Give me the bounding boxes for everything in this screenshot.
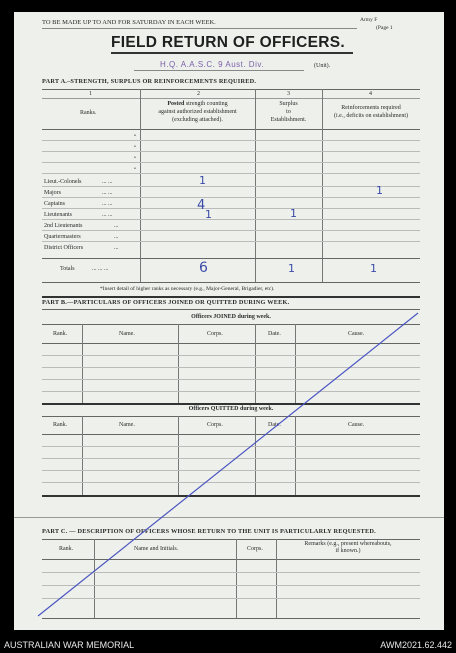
totals-label: Totals bbox=[60, 266, 75, 272]
handwritten-captains-posted: 4 bbox=[197, 198, 206, 213]
rank-captains: Captains bbox=[44, 201, 65, 207]
joined-col-rank: Rank. bbox=[53, 331, 68, 337]
footer-right: AWM2021.62.442 bbox=[380, 640, 452, 650]
col-header-reinf-line1: Reinforcements required bbox=[341, 105, 401, 111]
col-header-posted-line1: strength counting bbox=[185, 101, 228, 107]
col-header-posted-line2: against authorized establishment bbox=[158, 109, 237, 115]
footer-left: AUSTRALIAN WAR MEMORIAL bbox=[4, 640, 135, 650]
rank-lieut-colonels: Lieut.-Colonels bbox=[44, 179, 82, 185]
rank-dots: ... bbox=[114, 234, 119, 240]
joined-title-text: Officers JOINED during week. bbox=[191, 314, 271, 320]
page-label: (Page 1 bbox=[376, 25, 393, 31]
part-c-col-name: Name and Initials. bbox=[134, 546, 179, 552]
quitted-col-cause: Cause. bbox=[348, 422, 365, 428]
joined-col-corps: Corps. bbox=[207, 331, 223, 337]
col-number-1: 1 bbox=[89, 91, 92, 97]
part-b-title: PART B.—PARTICULARS OF OFFICERS JOINED OR QUITTED DURING WEEK. bbox=[42, 299, 290, 306]
rank-quartermasters: Quartermasters bbox=[44, 234, 81, 240]
handwritten-total-reinf: 1 bbox=[370, 262, 377, 275]
part-a-note: *Insert detail of higher ranks as necessary (e.g., Major-General, Brigadier, etc). bbox=[100, 286, 275, 292]
handwritten-majors-reinf: 1 bbox=[376, 184, 383, 197]
part-c-col-rank: Rank. bbox=[59, 546, 74, 552]
col-header-ranks: Ranks. bbox=[80, 110, 97, 116]
part-c-col-corps: Corps. bbox=[247, 546, 263, 552]
army-form-label: Army F bbox=[360, 17, 378, 23]
remarks-line1: Remarks (e.g., present whereabouts, bbox=[304, 541, 392, 547]
rank-dots: ... ... bbox=[102, 190, 113, 196]
handwritten-lieutenants-surplus: 1 bbox=[290, 207, 297, 220]
handwritten-total-surplus: 1 bbox=[288, 262, 295, 275]
part-c-title: PART C. — DESCRIPTION OF OFFICERS WHOSE RETURN TO THE UNIT IS PARTICULARLY REQUESTED. bbox=[42, 528, 376, 535]
rank-dots: ... ... bbox=[102, 201, 113, 207]
part-a-title: PART A.–STRENGTH, SURPLUS OR REINFORCEMENTS REQUIRED. bbox=[42, 78, 257, 85]
handwritten-ltcol-posted: 1 bbox=[199, 174, 206, 187]
col-header-posted-line3: (excluding attached). bbox=[172, 117, 223, 123]
quitted-col-corps: Corps. bbox=[207, 422, 223, 428]
rank-dots: ... bbox=[114, 223, 119, 229]
joined-col-name: Name. bbox=[119, 331, 135, 337]
document-title: FIELD RETURN OF OFFICERS. bbox=[111, 34, 345, 51]
row-bullet: • bbox=[134, 166, 136, 172]
header-instruction: TO BE MADE UP TO AND FOR SATURDAY IN EACH WEEK. bbox=[42, 19, 216, 26]
row-bullet: • bbox=[134, 155, 136, 161]
handwritten-lieutenants-posted: 1 bbox=[205, 208, 212, 221]
rank-lieutenants: Lieutenants bbox=[44, 212, 72, 218]
unit-label: (Unit). bbox=[314, 63, 331, 69]
rank-2nd-lieutenants: 2nd Lieutenants bbox=[44, 223, 83, 229]
col-header-posted-bold: Posted bbox=[167, 101, 185, 107]
diagonal-strike-line bbox=[14, 12, 444, 630]
rank-majors: Majors bbox=[44, 190, 61, 196]
joined-col-date: Date. bbox=[268, 331, 281, 337]
quitted-col-rank: Rank. bbox=[53, 422, 68, 428]
col-number-3: 3 bbox=[287, 91, 290, 97]
rank-dots: ... ... bbox=[102, 179, 113, 185]
totals-dots: ... ... ... bbox=[92, 266, 109, 272]
quitted-col-name: Name. bbox=[119, 422, 135, 428]
row-bullet: • bbox=[134, 133, 136, 139]
rank-district-officers: District Officers bbox=[44, 245, 84, 251]
col-number-4: 4 bbox=[369, 91, 372, 97]
joined-col-cause: Cause. bbox=[348, 331, 365, 337]
document-sheet bbox=[14, 12, 444, 630]
col-header-surplus-line3: Establishment. bbox=[270, 117, 307, 123]
quitted-col-date: Date. bbox=[268, 422, 281, 428]
handwritten-total-posted: 6 bbox=[199, 260, 208, 276]
remarks-line2: if known.) bbox=[335, 548, 361, 554]
rank-dots: ... ... bbox=[102, 212, 113, 218]
col-header-surplus-line1: Surplus bbox=[279, 101, 298, 107]
col-number-2: 2 bbox=[197, 91, 200, 97]
rank-dots: ... bbox=[114, 245, 119, 251]
quitted-title-text: Officers QUITTED during week. bbox=[188, 406, 274, 412]
col-header-surplus-line2: to bbox=[286, 109, 291, 115]
unit-stamp: H.Q. A.A.S.C. 9 Aust. Div. bbox=[160, 60, 264, 69]
col-header-reinf-line2: (i.e., deficits on establishment) bbox=[334, 113, 408, 119]
row-bullet: • bbox=[134, 144, 136, 150]
